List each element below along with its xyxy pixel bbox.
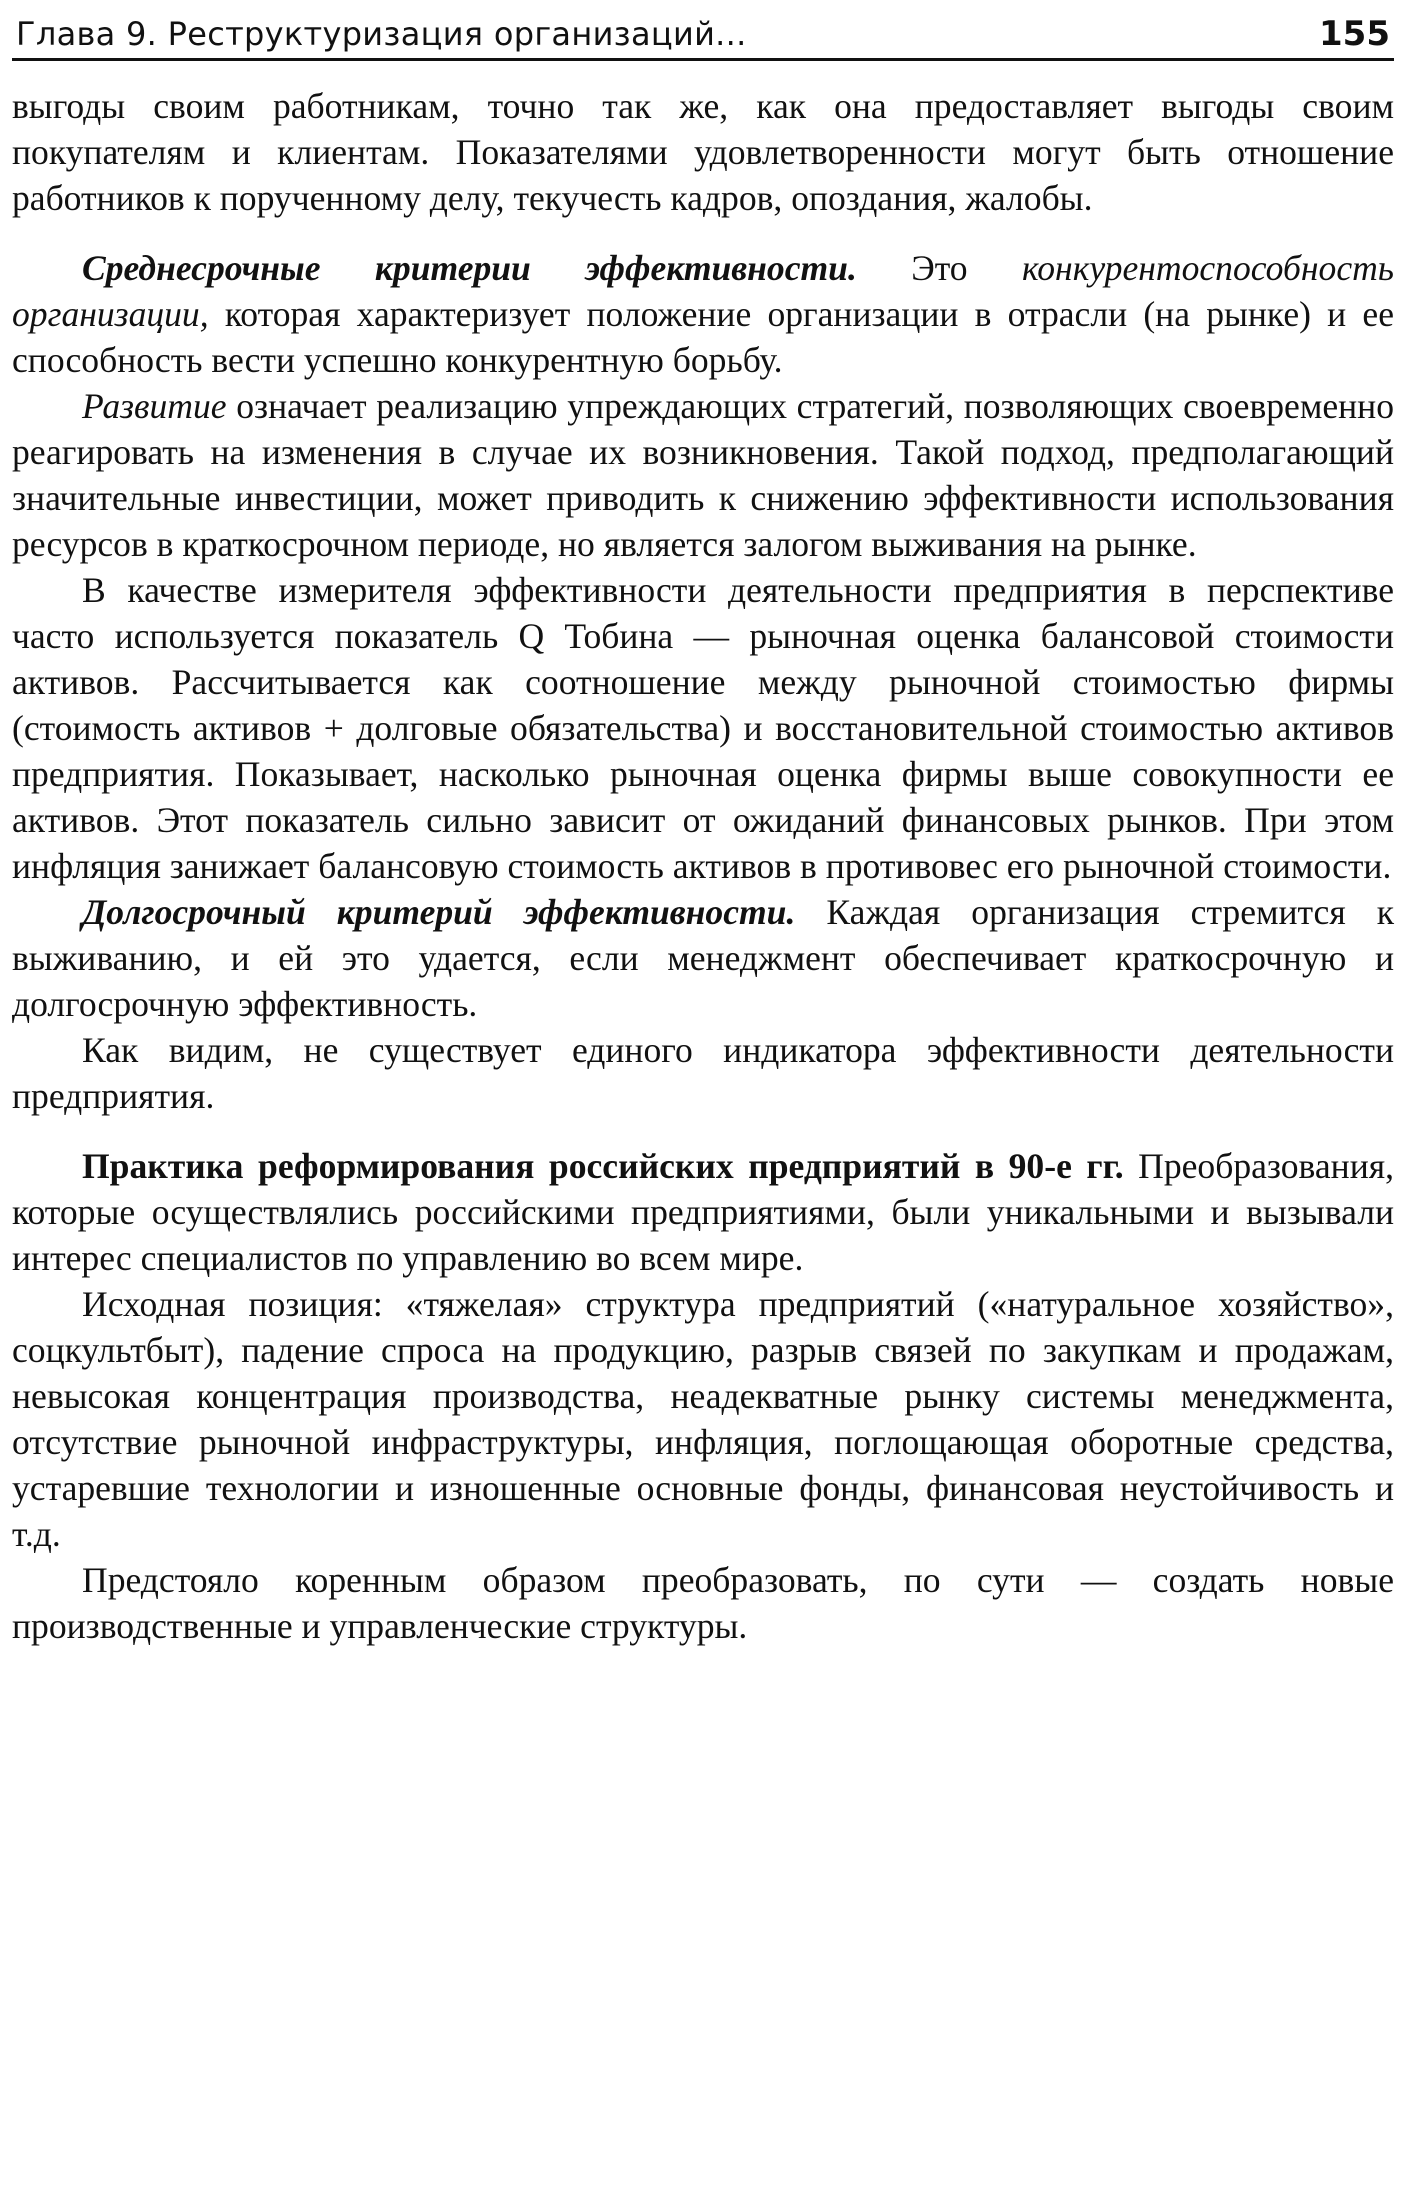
competitiveness-term: конкурентоспособность организации, [12, 248, 1394, 334]
paragraph-reform-practice [12, 1143, 1394, 1281]
midterm-criteria-text: которая характеризует положение организации в отрасли (на рынке) и ее способность вести успешно конкурентную борьбу. [12, 294, 1394, 380]
section-gap [12, 221, 1394, 245]
page-number: 155 [1319, 14, 1390, 54]
paragraph-employee-satisfaction: выгоды своим работникам, точно так же, как она предоставляет выгоды своим покупателям и клиентам. Показателями удовлетворенности могут быть отношение работников к порученному делу, текучесть кадров, опоздания, жалобы. [12, 86, 1394, 218]
running-header [12, 8, 1394, 61]
book-page [12, 8, 1394, 2184]
paragraph-longterm-criteria [12, 889, 1394, 1027]
longterm-criteria-heading: Долгосрочный критерий эффективности. [82, 892, 796, 932]
reform-practice-text: Преобразования, которые осуществлялись российскими предприятиями, были уникальными и вызывали интерес специалистов по управлению во всем мире. [12, 1146, 1395, 1278]
paragraph-transformation: Предстояло коренным образом преобразовать, по сути — создать новые производственные и управленческие структуры. [12, 1560, 1394, 1646]
midterm-connector: Это [856, 248, 1022, 288]
paragraph-development [12, 383, 1394, 567]
section-gap [12, 1119, 1394, 1143]
chapter-title: Глава 9. Реструктуризация организаций... [16, 15, 747, 53]
reform-practice-heading: Практика реформирования российских предприятий в 90-е гг. [82, 1146, 1124, 1186]
paragraph-midterm-criteria [12, 245, 1394, 383]
paragraph-no-single-indicator: Как видим, не существует единого индикатора эффективности деятельности предприятия. [12, 1030, 1394, 1116]
page-body [12, 83, 1394, 1649]
midterm-criteria-heading: Среднесрочные критерии эффективности. [82, 248, 857, 288]
paragraph-initial-position: Исходная позиция: «тяжелая» структура предприятий («натуральное хозяйство», соцкультбыт), падение спроса на продукцию, разрыв связей по закупкам и продажам, невысокая концентрация производства, неадекватные рынку системы менеджмента, отсутствие рыночной инфраструктуры, инфляция, поглощающая оборотные средства, устаревшие технологии и изношенные основные фонды, финансовая неустойчивость и т.д. [12, 1284, 1394, 1554]
development-text: означает реализацию упреждающих стратегий, позволяющих своевременно реагировать на изменения в случае их возникновения. Такой подход, предполагающий значительные инвестиции, может приводить к снижению эффективности использования ресурсов в краткосрочном периоде, но является залогом выживания на рынке. [12, 386, 1394, 564]
development-term: Развитие [82, 386, 227, 426]
paragraph-tobin-q: В качестве измерителя эффективности деятельности предприятия в перспективе часто используется показатель Q Тобина — рыночная оценка балансовой стоимости активов. Рассчитывается как соотношение между рыночной стоимостью фирмы (стоимость активов + долговые обязательства) и восстановительной стоимостью активов предприятия. Показывает, насколько рыночная оценка фирмы выше совокупности ее активов. Этот показатель сильно зависит от ожиданий финансовых рынков. При этом инфляция занижает балансовую стоимость активов в противовес его рыночной стоимости. [12, 570, 1394, 886]
longterm-criteria-text: Каждая организация стремится к выживанию, и ей это удается, если менеджмент обеспечивает краткосрочную и долгосрочную эффективность. [12, 892, 1394, 1024]
